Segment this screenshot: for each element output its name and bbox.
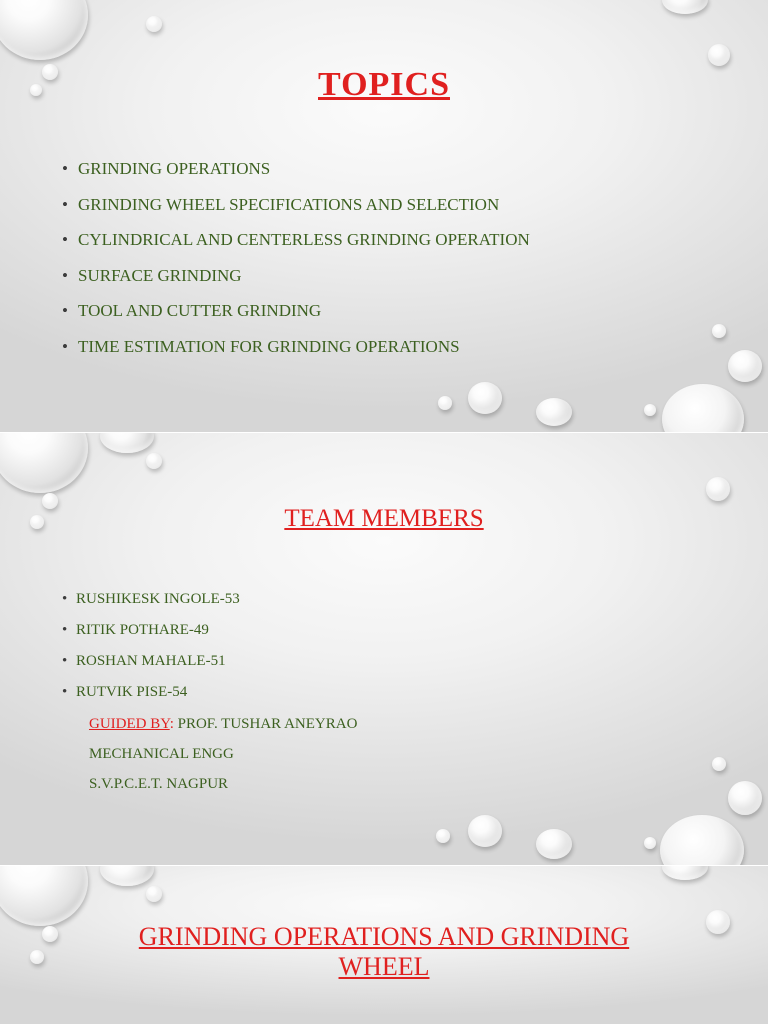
topics-list: [62, 158, 530, 372]
water-drop-decoration: [100, 866, 154, 886]
water-drop-decoration: [644, 837, 656, 849]
list-item: [62, 589, 240, 620]
bullet-icon: •: [62, 591, 68, 607]
water-drop-decoration: [436, 829, 450, 843]
slide-grinding-operations: [0, 866, 768, 1024]
water-drop-decoration: [146, 16, 162, 32]
water-drop-decoration: [100, 433, 154, 453]
topic-text: GRINDING OPERATIONS: [78, 159, 271, 178]
list-item: [62, 336, 530, 372]
water-drop-decoration: [712, 757, 726, 771]
topic-text: CYLINDRICAL AND CENTERLESS GRINDING OPERATION: [78, 230, 530, 250]
slide-title-team-members: TEAM MEMBERS: [284, 505, 484, 532]
water-drop-decoration: [662, 384, 744, 432]
water-drop-decoration: [706, 477, 730, 501]
guided-by-label: GUIDED BY: [89, 716, 170, 732]
member-name: RITIK POTHARE-49: [76, 622, 209, 638]
water-drop-decoration: [0, 866, 88, 926]
bullet-icon: •: [62, 301, 68, 321]
bullet-icon: •: [62, 684, 68, 700]
list-item: [62, 158, 530, 194]
institute-line: S.V.P.C.E.T. NAGPUR: [89, 776, 229, 792]
slide-topics: [0, 0, 768, 432]
member-name: RUTVIK PISE-54: [76, 684, 188, 700]
team-members-list: [62, 589, 240, 713]
water-drop-decoration: [536, 829, 572, 859]
bullet-icon: •: [62, 194, 68, 214]
water-drop-decoration: [660, 815, 744, 865]
list-item: [62, 620, 240, 651]
bullet-icon: •: [62, 230, 68, 250]
water-drop-decoration: [712, 324, 726, 338]
slide-title-grinding: GRINDING OPERATIONS AND GRINDING WHEEL: [138, 922, 630, 981]
department-line: MECHANICAL ENGG: [89, 746, 234, 762]
water-drop-decoration: [662, 866, 708, 880]
list-item: [62, 682, 240, 713]
water-drop-decoration: [468, 815, 502, 847]
topic-text: GRINDING WHEEL SPECIFICATIONS AND SELECTION: [78, 194, 500, 214]
guide-name: PROF. TUSHAR ANEYRAO: [177, 716, 358, 732]
list-item: [62, 194, 530, 230]
list-item: [62, 229, 530, 265]
member-name: RUSHIKESK INGOLE-53: [76, 591, 240, 607]
water-drop-decoration: [728, 781, 762, 815]
water-drop-decoration: [708, 44, 730, 66]
topic-text: TIME ESTIMATION FOR GRINDING OPERATIONS: [78, 336, 460, 356]
list-item: [62, 300, 530, 336]
bullet-icon: •: [62, 653, 68, 669]
list-item: [62, 265, 530, 301]
water-drop-decoration: [0, 433, 88, 493]
bullet-icon: •: [62, 159, 68, 178]
water-drop-decoration: [0, 0, 88, 60]
water-drop-decoration: [536, 398, 572, 426]
water-drop-decoration: [146, 886, 162, 902]
topic-text: TOOL AND CUTTER GRINDING: [78, 301, 322, 321]
water-drop-decoration: [146, 453, 162, 469]
bullet-icon: •: [62, 336, 68, 356]
bullet-icon: •: [62, 622, 68, 638]
bullet-icon: •: [62, 265, 68, 285]
slide-team-members: [0, 433, 768, 865]
water-drop-decoration: [438, 396, 452, 410]
water-drop-decoration: [644, 404, 656, 416]
member-name: ROSHAN MAHALE-51: [76, 653, 226, 669]
list-item: [62, 651, 240, 682]
slide-title-topics: TOPICS: [318, 66, 450, 103]
water-drop-decoration: [662, 0, 708, 14]
water-drop-decoration: [468, 382, 502, 414]
topic-text: SURFACE GRINDING: [78, 265, 242, 285]
water-drop-decoration: [728, 350, 762, 382]
guided-by-line: [89, 716, 357, 733]
guided-by-colon: :: [169, 716, 174, 732]
